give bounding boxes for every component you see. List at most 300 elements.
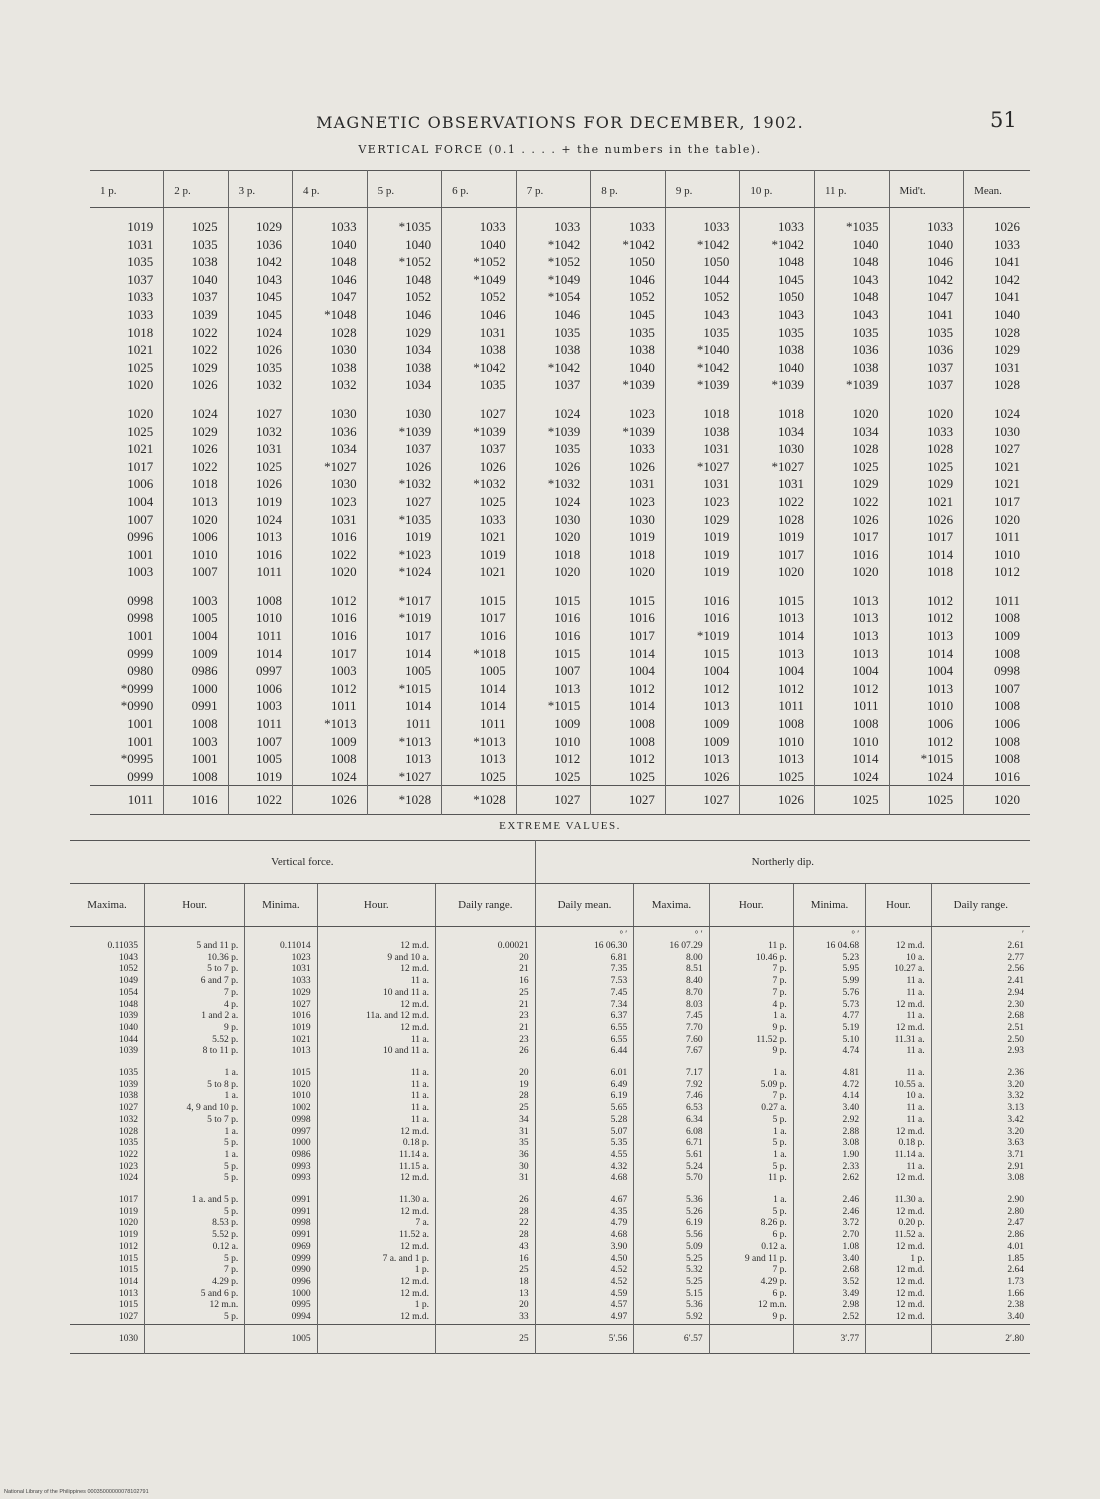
table-cell: 33 [436,1312,536,1324]
table-cell: 1017 [442,609,517,627]
table-cell: 1019 [228,768,292,786]
table-cell: 1014 [367,645,442,663]
table-cell: 0993 [245,1173,317,1185]
table-cell: 1005 [164,609,228,627]
table-cell: 1011 [740,697,815,715]
table-cell: 1037 [516,376,591,394]
table-cell: 5.95 [793,964,865,976]
table-cell: 4.32 [535,1162,634,1174]
table-cell: 5 to 8 p. [145,1080,245,1092]
table-cell: 1038 [591,341,666,359]
table-cell: 11 a. [866,1162,931,1174]
table-cell: *1039 [665,376,740,394]
table-cell: *1032 [367,475,442,493]
table-cell: 1046 [442,306,517,324]
table-cell: 1024 [889,768,964,786]
table-cell: 1013 [814,645,889,663]
column-header: 10 p. [740,171,815,208]
table-cell: 1032 [228,423,292,441]
table-cell: 10.27 a. [866,964,931,976]
spacer-row [90,581,1030,592]
unit-cell: ° ′ [793,927,865,942]
unit-cell [709,927,793,942]
table-cell: 1035 [127,254,154,270]
table-cell: 5 p. [145,1254,245,1266]
table-cell: 2.93 [931,1046,1030,1058]
table-cell: 1017 [367,627,442,645]
table-cell: 16 [436,976,536,988]
mean-cell: 1025 [814,786,889,815]
table-cell: 12 m.d. [317,941,435,953]
column-header: 6 p. [442,171,517,208]
table-cell: 12 m.d. [317,964,435,976]
table-cell: 1014 [591,697,666,715]
table-cell: 11 a. [317,1035,435,1047]
table-row [70,941,1030,953]
table-cell: 1047 [889,288,964,306]
table-cell: 8.00 [634,953,709,965]
table-cell: 1026 [516,458,591,476]
column-header: 9 p. [665,171,740,208]
table-cell: 1008 [964,609,1030,627]
table-cell: 1 a. [709,1127,793,1139]
table-cell: 1022 [164,341,228,359]
table-cell: 1024 [119,1173,139,1184]
table-cell: 0.20 p. [866,1218,931,1230]
table-cell: *1019 [367,609,442,627]
table-cell: 1020 [889,405,964,423]
table-cell: 5.61 [634,1150,709,1162]
table-cell: 1011 [293,697,368,715]
table-row [70,988,1030,1000]
table-cell: *1027 [740,458,815,476]
table-cell: 1015 [119,1300,139,1311]
table-cell: 4.59 [535,1289,634,1301]
mean-cell: 6′.57 [634,1324,709,1353]
table-cell: 1008 [164,768,228,786]
table-cell: 1022 [740,493,815,511]
column-header: 4 p. [293,171,368,208]
table-cell: 2.52 [793,1312,865,1324]
table-cell: 1016 [293,609,368,627]
table-cell: 5.28 [535,1115,634,1127]
table-cell: 0.18 p. [317,1138,435,1150]
table-cell: 1043 [740,306,815,324]
table-cell: *1054 [516,288,591,306]
table-cell: 1025 [814,458,889,476]
table-cell: 1004 [127,493,154,509]
table-cell: 1012 [665,680,740,698]
table-cell: 7.45 [535,988,634,1000]
table-row [90,528,1030,546]
table-cell: 1048 [814,253,889,271]
table-row [90,271,1030,289]
column-header: Daily range. [931,884,1030,927]
table-cell: 1020 [740,563,815,581]
table-cell: 5.24 [634,1162,709,1174]
table-cell: 1005 [228,750,292,768]
column-header: Mid't. [889,171,964,208]
table-cell: 1024 [228,324,292,342]
table-cell: 3.72 [793,1218,865,1230]
mean-cell: 1027 [591,786,666,815]
table-cell: 1033 [740,218,815,236]
table-cell: 1014 [889,645,964,663]
table-cell: 35 [436,1138,536,1150]
table-cell: 11.14 a. [317,1150,435,1162]
table-row [90,645,1030,663]
table-cell: 1038 [164,253,228,271]
table-cell: 0997 [228,662,292,680]
table-cell: 11 a. [866,1103,931,1115]
table-cell: 4.74 [793,1046,865,1058]
mean-cell [709,1324,793,1353]
table-cell: 16 [436,1254,536,1266]
table-cell: 5.19 [793,1023,865,1035]
column-header: 3 p. [228,171,292,208]
table-cell: 31 [436,1173,536,1185]
table-cell: 5.15 [634,1289,709,1301]
table-cell: 1 p. [317,1300,435,1312]
table-row [70,1080,1030,1092]
table-cell: 4.29 p. [145,1277,245,1289]
table-row [70,1115,1030,1127]
table-cell: 1036 [293,423,368,441]
table-cell: 7 p. [709,988,793,1000]
table-cell: 2.90 [931,1195,1030,1207]
table-cell: 13 [436,1289,536,1301]
table-cell: 0.00021 [436,941,536,953]
table-cell: 5.99 [793,976,865,988]
table-cell: 1035 [665,324,740,342]
table-cell: 1049 [119,976,139,987]
mean-cell: 1005 [245,1324,317,1353]
table-cell: 21 [436,1023,536,1035]
table-cell: 23 [436,1011,536,1023]
table-cell: 12 m.d. [866,1207,931,1219]
table-cell: 7 p. [145,1265,245,1277]
table-cell: 2.41 [931,976,1030,988]
table-cell: 1029 [665,511,740,529]
table-cell: 5.10 [793,1035,865,1047]
table-cell: 11.52 a. [317,1230,435,1242]
table-cell: 1035 [164,236,228,254]
table-cell: 1045 [591,306,666,324]
table-cell: 1019 [665,563,740,581]
table-cell: 1043 [814,306,889,324]
mean-cell: 1027 [516,786,591,815]
mean-cell: 1025 [889,786,964,815]
table-cell: 1030 [293,405,368,423]
table-cell: 11a. and 12 m.d. [317,1011,435,1023]
table-cell: *1015 [367,680,442,698]
table-cell: 8.70 [634,988,709,1000]
table-cell: *1035 [367,218,442,236]
table-cell: 0995 [245,1300,317,1312]
table-row [90,697,1030,715]
table-cell: 3.49 [793,1289,865,1301]
table-cell: 1014 [814,750,889,768]
table-cell: *1039 [591,423,666,441]
table-cell: *1052 [442,253,517,271]
table-cell: 1042 [889,271,964,289]
table-cell: 0986 [245,1150,317,1162]
table-cell: 1007 [964,680,1030,698]
table-cell: 6.53 [634,1103,709,1115]
table-cell: 1019 [591,528,666,546]
table-cell: 2.77 [931,953,1030,965]
table-cell: 7 p. [709,976,793,988]
table-cell: 1029 [164,423,228,441]
table-cell: 1018 [591,546,666,564]
column-header: Daily mean. [535,884,634,927]
table-cell: 1035 [119,1138,139,1149]
table-cell: 10 and 11 a. [317,1046,435,1058]
table-cell: 1016 [516,609,591,627]
table-cell: 4.67 [535,1195,634,1207]
extreme-values-title: EXTREME VALUES. [499,820,621,832]
table-cell: 1039 [119,1046,139,1057]
table-cell: 16 04.68 [793,941,865,953]
extreme-values-header-row [70,884,1030,927]
table-cell: 12 m.d. [317,1023,435,1035]
table-cell: 1031 [964,359,1030,377]
table-cell: 1040 [814,236,889,254]
table-cell: 1037 [164,288,228,306]
mean-cell: 1020 [964,786,1030,815]
table-cell: 6.19 [634,1218,709,1230]
table-cell: 0986 [164,662,228,680]
spacer-row [90,208,1030,219]
table-cell: 1012 [889,733,964,751]
table-cell: 11 a. [317,1091,435,1103]
table-cell: 1022 [119,1149,139,1160]
table-cell: 5.26 [634,1207,709,1219]
table-cell: 1 a. [145,1068,245,1080]
table-cell: 5 p. [145,1207,245,1219]
table-row [90,359,1030,377]
table-cell: *1052 [367,253,442,271]
table-cell: 6 p. [709,1230,793,1242]
table-cell: 1013 [119,1288,139,1299]
table-cell: 7.60 [634,1035,709,1047]
table-cell: 1010 [964,546,1030,564]
table-cell: 16 07.29 [634,941,709,953]
table-cell: 12 m.d. [866,941,931,953]
table-row [90,768,1030,786]
table-cell: 1019 [665,546,740,564]
table-cell: 1023 [591,493,666,511]
table-cell: 1000 [164,680,228,698]
table-cell: 11 a. [317,1068,435,1080]
mean-cell: 1026 [740,786,815,815]
unit-cell [866,927,931,942]
table-cell: 4.01 [931,1242,1030,1254]
table-cell: 6.34 [634,1115,709,1127]
table-cell: 0998 [964,662,1030,680]
table-cell: 4 p. [145,1000,245,1012]
table-cell: *1039 [591,376,666,394]
table-cell: 1008 [591,715,666,733]
table-cell: 1013 [367,750,442,768]
table-cell: 1019 [119,1206,139,1217]
table-cell: 9 and 11 p. [709,1254,793,1266]
table-cell: 1 and 2 a. [145,1011,245,1023]
table-cell: 5.56 [634,1230,709,1242]
table-cell: 1017 [889,528,964,546]
table-cell: 6.37 [535,1011,634,1023]
table-row [70,1265,1030,1277]
table-row [70,1150,1030,1162]
table-cell: 1020 [964,511,1030,529]
table-cell: 12 m.d. [317,1289,435,1301]
table-cell: 1033 [964,236,1030,254]
table-cell: 1040 [591,359,666,377]
table-cell: 0994 [245,1312,317,1324]
table-cell: 12 m.n. [709,1300,793,1312]
table-cell: 1043 [228,271,292,289]
table-cell: 1021 [127,342,154,358]
table-cell: 1010 [814,733,889,751]
table-cell: 0991 [245,1230,317,1242]
table-cell: 9 and 10 a. [317,953,435,965]
table-cell: 1012 [740,680,815,698]
table-cell: 1046 [889,253,964,271]
table-row [70,1046,1030,1058]
table-cell: 3.52 [793,1277,865,1289]
table-cell: 1020 [591,563,666,581]
table-cell: 20 [436,953,536,965]
mean-cell: 5′.56 [535,1324,634,1353]
table-cell: *1013 [442,733,517,751]
table-cell: 12 m.d. [866,1173,931,1185]
table-cell: 1006 [228,680,292,698]
table-cell: 1045 [740,271,815,289]
table-cell: 1013 [228,528,292,546]
table-cell: 1013 [245,1046,317,1058]
column-header: 8 p. [591,171,666,208]
table-cell: 1 a. [709,1150,793,1162]
table-cell: 1006 [164,528,228,546]
table-cell: 1025 [164,218,228,236]
table-cell: 26 [436,1046,536,1058]
table-cell: 1048 [814,288,889,306]
table-cell: 11 a. [866,1115,931,1127]
table-cell: 5.23 [793,953,865,965]
table-cell: 25 [436,1103,536,1115]
table-subtitle: VERTICAL FORCE (0.1 . . . . + the numbers in the table). [358,143,762,156]
table-cell: 6.01 [535,1068,634,1080]
table-row [70,1091,1030,1103]
table-cell: 1031 [591,475,666,493]
mean-cell [145,1324,245,1353]
table-cell: 7.92 [634,1080,709,1092]
table-cell: 12 m.d. [866,1242,931,1254]
unit-row [70,927,1030,942]
table-cell: 1023 [591,405,666,423]
table-cell: 1031 [228,440,292,458]
table-cell: 1030 [740,440,815,458]
extreme-values-group-row [70,841,1030,884]
table-cell: 5 p. [709,1162,793,1174]
table-cell: 7 p. [709,1265,793,1277]
table-cell: 1028 [964,324,1030,342]
table-cell: 7 a. [317,1218,435,1230]
table-cell: 1008 [964,645,1030,663]
mean-cell [866,1324,931,1353]
table-cell: 1013 [665,697,740,715]
table-cell: 1 a. [709,1011,793,1023]
table-cell: 3.08 [793,1138,865,1150]
table-row [90,493,1030,511]
table-cell: 1003 [164,592,228,610]
table-cell: 1016 [228,546,292,564]
table-cell: 1004 [740,662,815,680]
table-row [70,1242,1030,1254]
table-cell: *1015 [889,750,964,768]
table-cell: 1010 [228,609,292,627]
table-cell: 18 [436,1277,536,1289]
table-row [70,1230,1030,1242]
table-cell: *1039 [516,423,591,441]
table-cell: 2.64 [931,1265,1030,1277]
table-row [90,440,1030,458]
table-cell: 1017 [591,627,666,645]
table-cell: 1008 [293,750,368,768]
table-cell: 1027 [245,1000,317,1012]
column-header: Hour. [317,884,435,927]
table-cell: 1016 [591,609,666,627]
table-cell: *0995 [120,751,154,767]
column-header: Daily range. [436,884,536,927]
table-row [70,1103,1030,1115]
table-cell: 1.66 [931,1289,1030,1301]
table-cell: 9 p. [709,1046,793,1058]
table-cell: 4.50 [535,1254,634,1266]
table-cell: 1013 [164,493,228,511]
table-cell: 0.11014 [245,941,317,953]
table-cell: 1012 [516,750,591,768]
table-cell: 1033 [889,218,964,236]
table-cell: 2.70 [793,1230,865,1242]
table-cell: 1011 [964,528,1030,546]
table-row [90,750,1030,768]
table-cell: 1016 [516,627,591,645]
table-cell: 1039 [119,1079,139,1090]
table-cell: 1024 [516,493,591,511]
table-cell: 1048 [119,999,139,1010]
table-cell: 1023 [293,493,368,511]
table-cell: *1013 [367,733,442,751]
table-cell: 1034 [740,423,815,441]
table-cell: *1042 [665,359,740,377]
table-cell: 1025 [442,493,517,511]
table-cell: 5 p. [145,1312,245,1324]
table-cell: 2.38 [931,1300,1030,1312]
table-cell: 1033 [127,306,154,322]
table-cell: 12 m.d. [866,1023,931,1035]
column-header: 5 p. [367,171,442,208]
column-header: Hour. [866,884,931,927]
table-cell: *1048 [293,306,368,324]
table-cell: 5.35 [535,1138,634,1150]
table-cell: 3.63 [931,1138,1030,1150]
mean-cell: 25 [436,1324,536,1353]
table-cell: 1029 [889,475,964,493]
table-cell: 1011 [228,627,292,645]
table-cell: 1001 [164,750,228,768]
table-cell: 5.76 [793,988,865,1000]
